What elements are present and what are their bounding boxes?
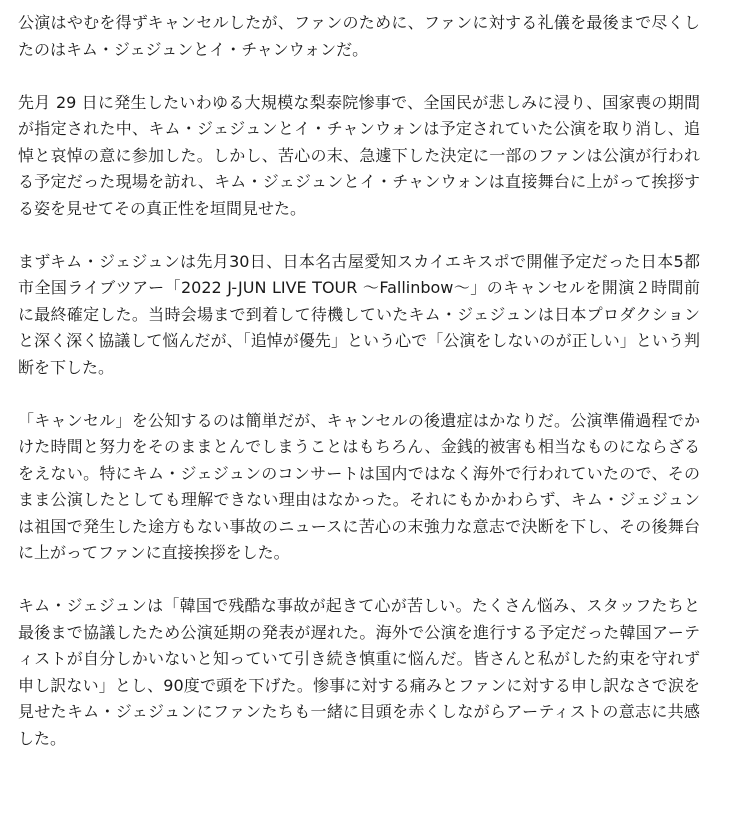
paragraph: 公演はやむを得ずキャンセルしたが、ファンのために、ファンに対する礼儀を最後まで尽くしたのはキム・ジェジュンとイ・チャンウォンだ。 <box>18 13 700 59</box>
paragraph: キム・ジェジュンは「韓国で残酷な事故が起きて心が苦しい。たくさん悩み、スタッフたちと最後まで協議したため公演延期の発表が遅れた。海外で公演を進行する予定だった韓国アーティストが自分しかいないと知っていて引き続き慎重に悩んだ。皆さんと私がした約束を守れず申し訳ない」とし、90度で頭を下げた。惨事に対する痛みとファンに対する申し訳なさで涙を見せたキム・ジェジュンにファンたちも一緒に目頭を赤くしながらアーティストの意志に共感した。 <box>18 596 700 748</box>
paragraph: 「キャンセル」を公知するのは簡単だが、キャンセルの後遺症はかなりだ。公演準備過程でかけた時間と努力をそのままとんでしまうことはもちろん、金銭的被害も相当なものにならざるをえない。特にキム・ジェジュンのコンサートは国内ではなく海外で行われていたので、そのまま公演したとしても理解できない理由はなかった。それにもかかわらず、キム・ジェジュンは祖国で発生した途方もない事故のニュースに苦心の末強力な意志で決断を下し、その後舞台に上がってファンに直接挨拶をした。 <box>18 410 700 562</box>
paragraph: 先月 29 日に発生したいわゆる大規模な梨泰院惨事で、全国民が悲しみに浸り、国家喪の期間が指定された中、キム・ジェジュンとイ・チャンウォンは予定されていた公演を取り消し、追悼と哀悼の意に参加した。しかし、苦心の末、急遽下した決定に一部のファンは公演が行われる予定だった現場を訪れ、キム・ジェジュンとイ・チャンウォンは直接舞台に上がって挨拶する姿を見せてその真正性を垣間見せた。 <box>18 92 700 218</box>
paragraph: まずキム・ジェジュンは先月30日、日本名古屋愛知スカイエキスポで開催予定だった日本5都市全国ライブツアー「2022 J-JUN LIVE TOUR ～Fallinbow～」のキャンセルを開演２時間前に最終確定した。当時会場まで到着して待機していたキム・ジェジュンは日本プロダクションと深く深く協議して悩んだが、「追悼が優先」という心で「公演をしないのが正しい」という判断を下した。 <box>18 251 700 377</box>
